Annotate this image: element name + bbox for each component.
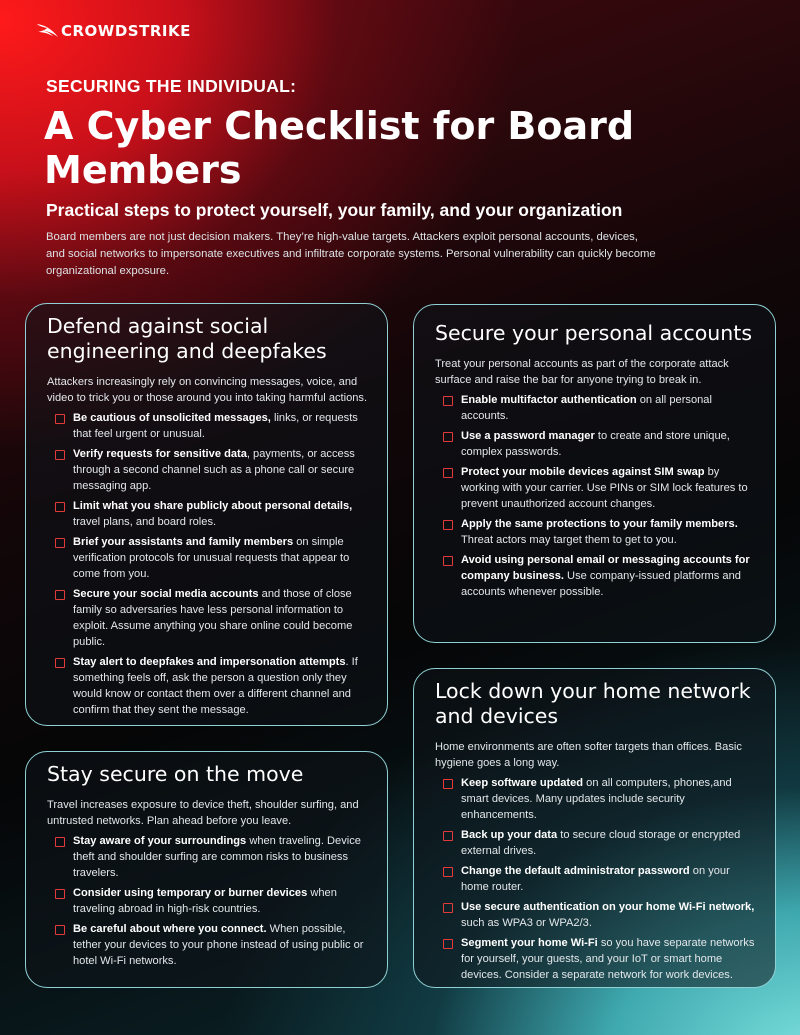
eyebrow: SECURING THE INDIVIDUAL: [46,76,297,96]
checklist-item [435,827,757,859]
item-text: to secure cloud storage or encrypted external drives. [461,829,741,857]
checklist-item [47,586,369,650]
item-emphasis: Use secure authentication on your home Wi-Fi network, [461,901,755,913]
item-emphasis: Avoid using personal email or messaging accounts for company business. [461,554,750,582]
checkbox-icon [443,779,453,789]
item-emphasis: Verify requests for sensitive data [73,448,247,460]
checklist-item [47,654,369,718]
card-title: Defend against social engineering and deepfakes [47,314,327,363]
checkbox-icon [55,889,65,899]
checklist-item [47,833,369,881]
brand-logo [36,22,191,40]
card-home-network [413,668,776,988]
item-emphasis: Use a password manager [461,430,595,442]
item-text: , payments, or access through a second channel such as a phone call or secure messaging app. [73,448,355,492]
item-text: on simple verification protocols for unusual requests that appear to come from you. [73,536,350,580]
card-lead: Attackers increasingly rely on convincing messages, voice, and video to trick you or those around you into taking harmful actions. [47,376,368,404]
item-emphasis: Limit what you share publicly about personal details, [73,500,353,512]
checklist [435,392,757,600]
item-text: and those of close family so adversaries have less personal information to exploit. Assume anything you share online could become public. [73,588,353,648]
item-emphasis: Brief your assistants and family members [73,536,294,548]
checkbox-icon [443,520,453,530]
checkbox-icon [443,556,453,566]
falcon-icon [36,22,60,40]
checkbox-icon [443,468,453,478]
item-emphasis: Keep software updated [461,777,584,789]
checkbox-icon [55,590,65,600]
checkbox-icon [443,939,453,949]
checklist-item [47,921,369,969]
checklist-item [435,935,757,983]
item-emphasis: Stay aware of your surroundings [73,835,247,847]
item-emphasis: Back up your data [461,829,558,841]
checklist-item [47,410,369,442]
checkbox-icon [55,925,65,935]
card-title: Stay secure on the move [47,762,304,786]
checkbox-icon [55,414,65,424]
checklist-item [435,552,757,600]
item-emphasis: Enable multifactor authentication [461,394,637,406]
card-title: Lock down your home network and devices [435,679,751,728]
checkbox-icon [55,502,65,512]
checklist-item [435,863,757,895]
item-text: to create and store unique, complex passwords. [461,430,730,458]
intro-text: Board members are not just decision makers. They’re high-value targets. Attackers exploit personal accounts, devices, and social networks to impersonate executives and infiltrate corporate systems. Personal vulnerability can quickly become organizational exposure. [46,231,656,277]
checkbox-icon [55,837,65,847]
item-text: When possible, tether your devices to your phone instead of using public or hotel Wi-Fi networks. [73,923,364,967]
checklist-item [435,464,757,512]
item-text: when traveling abroad in high-risk countries. [73,887,337,915]
item-text: when traveling. Device theft and shoulder surfing are common risks to business travelers. [73,835,361,879]
checklist [47,833,369,969]
item-text: so you have separate networks for yourself, your guests, and your IoT or smart home devices. Consider a separate network for work devices. [461,937,755,981]
page-subtitle: Practical steps to protect yourself, your family, and your organization [46,200,623,220]
item-text: Threat actors may target them to get to you. [461,534,677,546]
checklist-item [47,534,369,582]
item-emphasis: Stay alert to deepfakes and impersonation attempts [73,656,346,668]
card-lead: Treat your personal accounts as part of the corporate attack surface and raise the bar for anyone trying to break in. [435,358,729,386]
checklist-item [435,428,757,460]
card-social-engineering [25,303,388,726]
item-text: on all computers, phones,and smart devices. Many updates include security enhancements. [461,777,732,821]
checklist-item [435,899,757,931]
item-emphasis: Be cautious of unsolicited messages, [73,412,271,424]
checklist-item [435,775,757,823]
checklist [47,410,369,718]
item-emphasis: Segment your home Wi-Fi [461,937,598,949]
checklist-item [435,392,757,424]
card-travel [25,751,388,988]
card-lead: Home environments are often softer targets than offices. Basic hygiene goes a long way. [435,741,742,769]
card-title: Secure your personal accounts [435,321,752,345]
checkbox-icon [443,867,453,877]
checkbox-icon [443,432,453,442]
checklist-item [47,446,369,494]
page-title: A Cyber Checklist for Board Members [44,104,635,192]
item-emphasis: Be careful about where you connect. [73,923,267,935]
brand-name: CROWDSTRIKE [61,22,191,40]
checkbox-icon [55,450,65,460]
checkbox-icon [55,538,65,548]
card-personal-accounts [413,304,776,643]
item-emphasis: Change the default administrator password [461,865,690,877]
checkbox-icon [443,903,453,913]
item-text: on all personal accounts. [461,394,712,422]
item-text: on your home router. [461,865,730,893]
item-emphasis: Apply the same protections to your family members. [461,518,738,530]
checkbox-icon [443,396,453,406]
item-emphasis: Protect your mobile devices against SIM swap [461,466,705,478]
checkbox-icon [55,658,65,668]
checklist-item [47,885,369,917]
item-text: travel plans, and board roles. [73,516,217,528]
checklist-item [435,516,757,548]
item-text: . If something feels off, ask the person a question only they would know or contact them over a different channel and confirm that they sent the message. [73,656,358,716]
item-emphasis: Consider using temporary or burner devices [73,887,308,899]
item-text: links, or requests that feel urgent or unusual. [73,412,358,440]
checklist [435,775,757,983]
checklist-item [47,498,369,530]
item-text: by working with your carrier. Use PINs or SIM lock features to prevent unauthorized account changes. [461,466,748,510]
item-text: such as WPA3 or WPA2/3. [461,917,592,929]
card-lead: Travel increases exposure to device theft, shoulder surfing, and untrusted networks. Plan ahead before you leave. [47,799,359,827]
item-text: Use company-issued platforms and accounts whenever possible. [461,570,741,598]
checkbox-icon [443,831,453,841]
item-emphasis: Secure your social media accounts [73,588,259,600]
